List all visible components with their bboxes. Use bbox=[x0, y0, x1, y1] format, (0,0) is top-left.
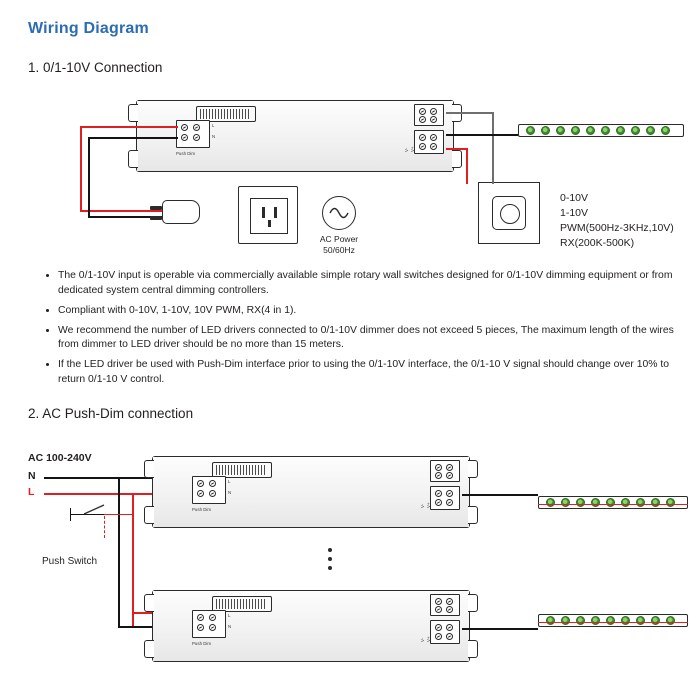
push-switch-label: Push Switch bbox=[42, 556, 98, 567]
driver-1-dim-terminal-block bbox=[414, 104, 444, 126]
driver-2b-cap-bottom-left bbox=[144, 640, 154, 658]
rotary-dimmer-knob[interactable] bbox=[492, 196, 526, 230]
ac-supply-label: AC 100-240V bbox=[28, 452, 92, 464]
wall-socket-inner bbox=[250, 198, 288, 234]
wire-dim-red bbox=[446, 148, 468, 150]
driver-1-cap-bottom-left bbox=[128, 150, 138, 168]
driver-1-input-label-n: N bbox=[212, 134, 216, 139]
section-1-heading: 1. 0/1-10V Connection bbox=[28, 60, 163, 75]
line-label-n: N bbox=[28, 470, 36, 482]
driver-2b-label-vminus: V- bbox=[420, 637, 425, 642]
driver-1-cap-bottom-right bbox=[452, 150, 462, 168]
driver-2b-label-l: L bbox=[228, 613, 231, 618]
driver-1-input-terminal-block bbox=[176, 120, 210, 148]
driver-2b-push-dim-label: Push Dim bbox=[192, 641, 212, 646]
driver-2a-input-terminal-block bbox=[192, 476, 226, 504]
driver-1-input-label-l: L bbox=[212, 123, 215, 128]
wire-dim-red-down bbox=[466, 148, 468, 184]
driver-2a-cap-top-right bbox=[468, 460, 478, 478]
driver-1-output-label-vplus: V+ bbox=[410, 146, 415, 152]
driver-2a-label-l: L bbox=[228, 479, 231, 484]
led-strip-2b bbox=[538, 614, 688, 627]
signal-type-0: 0-10V bbox=[560, 192, 589, 204]
driver-2a-cap-bottom-left bbox=[144, 506, 154, 524]
page-title: Wiring Diagram bbox=[28, 20, 149, 37]
driver-2a-label-n: N bbox=[228, 490, 232, 495]
wall-socket bbox=[238, 186, 298, 244]
driver-2b-dim-terminal-block bbox=[430, 594, 460, 616]
driver-1-cap-top-left bbox=[128, 104, 138, 122]
driver-2b-input-terminal-block bbox=[192, 610, 226, 638]
note-item-0: • The 0/1-10V input is operable via commercially available simple rotary wall switches designed for 0/1-10V dimming equipment or from dedicated system central dimming controllers. bbox=[58, 268, 674, 298]
wire-black-input-horizontal bbox=[88, 137, 178, 139]
ac-power-caption-line2: 50/60Hz bbox=[323, 245, 355, 255]
driver-2a-cap-top-left bbox=[144, 460, 154, 478]
push-switch-to-l bbox=[104, 514, 134, 515]
signal-type-2: PWM(500Hz-3KHz,10V) bbox=[560, 222, 674, 234]
driver-1-output-label-vminus: V- bbox=[404, 147, 409, 152]
ac-power-caption bbox=[306, 234, 372, 256]
driver-2b-barcode bbox=[216, 599, 266, 609]
driver-2b-label-n: N bbox=[228, 624, 232, 629]
wire-2a-output-black bbox=[462, 494, 538, 496]
wire-2b-output-black bbox=[462, 628, 538, 630]
wire-2b-output-red bbox=[538, 622, 688, 623]
ac-plug-pin-1 bbox=[150, 206, 162, 210]
section-1-notes bbox=[44, 268, 674, 392]
driver-2b-cap-top-left bbox=[144, 594, 154, 612]
push-switch-terminal bbox=[70, 508, 71, 521]
push-switch-symbol bbox=[84, 500, 110, 520]
driver-1-barcode bbox=[200, 109, 250, 119]
driver-2b-label-vplus: V+ bbox=[426, 636, 431, 642]
driver-2a-label-vplus: V+ bbox=[426, 502, 431, 508]
wire-red-input-vertical bbox=[80, 126, 82, 212]
note-item-3: • If the LED driver be used with Push-Dim interface prior to using the 0/1-10V interface, the 0/1-10 V signal should change over 10% to return 0/1-10 V control. bbox=[58, 357, 674, 387]
driver-2a-push-dim-label: Push Dim bbox=[192, 507, 212, 512]
driver-2a-dim-terminal-block bbox=[430, 460, 460, 482]
led-strip-1 bbox=[518, 124, 684, 137]
repeat-indicator-dots bbox=[328, 548, 332, 570]
signal-type-list bbox=[560, 191, 674, 251]
driver-2a-output-terminal-block bbox=[430, 486, 460, 510]
driver-2a-barcode bbox=[216, 465, 266, 475]
wire-output-positive bbox=[446, 134, 518, 136]
signal-type-1: 1-10V bbox=[560, 207, 589, 219]
wire-black-input-vertical bbox=[88, 137, 90, 217]
note-item-1: • Compliant with 0-10V, 1-10V, 10V PWM, RX(4 in 1). bbox=[58, 303, 674, 319]
wire-dim-signal-down bbox=[492, 112, 494, 184]
wire-2a-output-red bbox=[538, 504, 688, 505]
wire-red-to-plug bbox=[80, 210, 162, 212]
driver-1-output-terminal-block bbox=[414, 130, 444, 154]
line-label-l: L bbox=[28, 486, 35, 498]
ac-plug bbox=[162, 200, 200, 224]
rotary-dimmer bbox=[478, 182, 540, 244]
wire-dim-signal-top bbox=[446, 112, 494, 114]
led-strip-2a bbox=[538, 496, 688, 509]
ac-source-symbol bbox=[322, 196, 356, 230]
note-item-2: • We recommend the number of LED drivers connected to 0/1-10V dimmer does not exceed 5 pieces, The maximum length of the wires from dimmer to LED driver should be no more than 15 meters. bbox=[58, 323, 674, 353]
wire-red-input-horizontal bbox=[80, 126, 178, 128]
driver-2b-cap-bottom-right bbox=[468, 640, 478, 658]
wire-n-drop bbox=[118, 477, 120, 627]
driver-2b-cap-top-right bbox=[468, 594, 478, 612]
driver-1-push-dim-label: Push Dim bbox=[176, 151, 196, 156]
driver-2a-cap-bottom-right bbox=[468, 506, 478, 524]
ac-power-caption-line1: AC Power bbox=[319, 234, 359, 244]
driver-2b-output-terminal-block bbox=[430, 620, 460, 644]
driver-2a-label-vminus: V- bbox=[420, 503, 425, 508]
ac-plug-pin-2 bbox=[150, 216, 162, 220]
signal-type-3: RX(200K-500K) bbox=[560, 237, 635, 249]
section-2-heading: 2. AC Push-Dim connection bbox=[28, 406, 194, 421]
